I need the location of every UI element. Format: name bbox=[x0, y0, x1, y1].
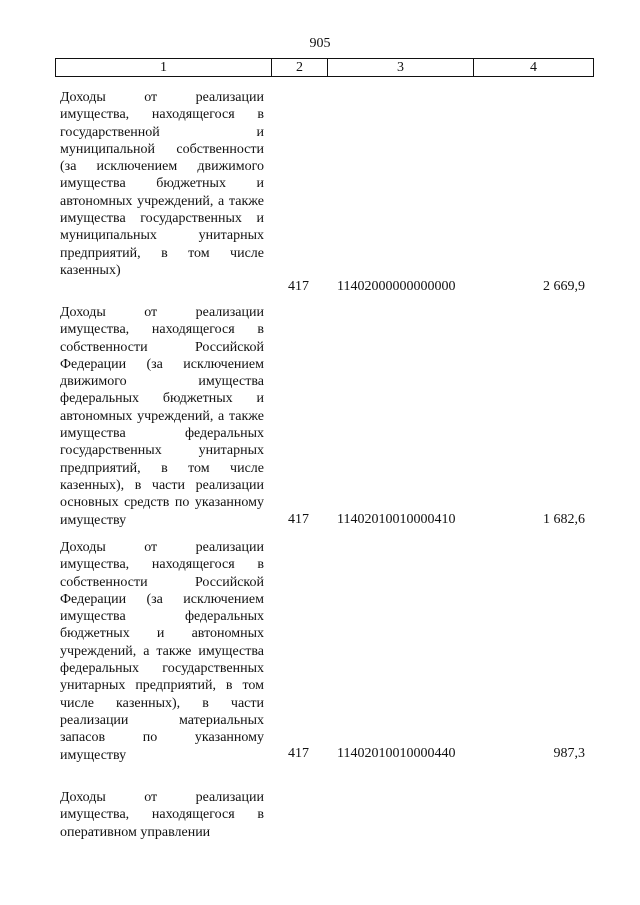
row-admin-code: 417 bbox=[288, 279, 309, 294]
row-admin-code: 417 bbox=[288, 746, 309, 761]
header-col-3: 3 bbox=[328, 59, 474, 77]
row-amount: 1 682,6 bbox=[543, 512, 585, 527]
row-amount: 987,3 bbox=[553, 746, 585, 761]
header-col-1: 1 bbox=[56, 59, 272, 77]
table-header bbox=[55, 58, 594, 77]
page-number: 905 bbox=[309, 36, 331, 51]
row-kbk-code: 11402000000000000 bbox=[337, 279, 456, 294]
row-description: Доходы от реализации имущества, находящегося в государственной и муниципальной собственности (за исключением движимого имущества бюджетных и автономных учреждений, а также имущества государственных и муниципальных унитарных предприятий, в том числе казенных) bbox=[60, 90, 264, 278]
row-admin-code: 417 bbox=[288, 512, 309, 527]
row-kbk-code: 11402010010000440 bbox=[337, 746, 456, 761]
row-kbk-code: 11402010010000410 bbox=[337, 512, 456, 527]
row-description: Доходы от реализации имущества, находящегося в собственности Российской Федерации (за исключением движимого имущества федеральных бюджетных и автономных учреждений, а также имущества федеральных государственных унитарных предприятий, в том числе казенных), в части реализации основных средств по указанному имуществу bbox=[60, 305, 264, 528]
header-col-4: 4 bbox=[474, 59, 594, 77]
header-col-2: 2 bbox=[272, 59, 328, 77]
row-description: Доходы от реализации имущества, находящегося в оперативном управлении bbox=[60, 790, 264, 840]
row-amount: 2 669,9 bbox=[543, 279, 585, 294]
row-description: Доходы от реализации имущества, находящегося в собственности Российской Федерации (за исключением имущества федеральных бюджетных и автономных учреждений, а также имущества федеральных государственных унитарных предприятий, в том числе казенных), в части реализации материальных запасов по указанному имуществу bbox=[60, 540, 264, 763]
